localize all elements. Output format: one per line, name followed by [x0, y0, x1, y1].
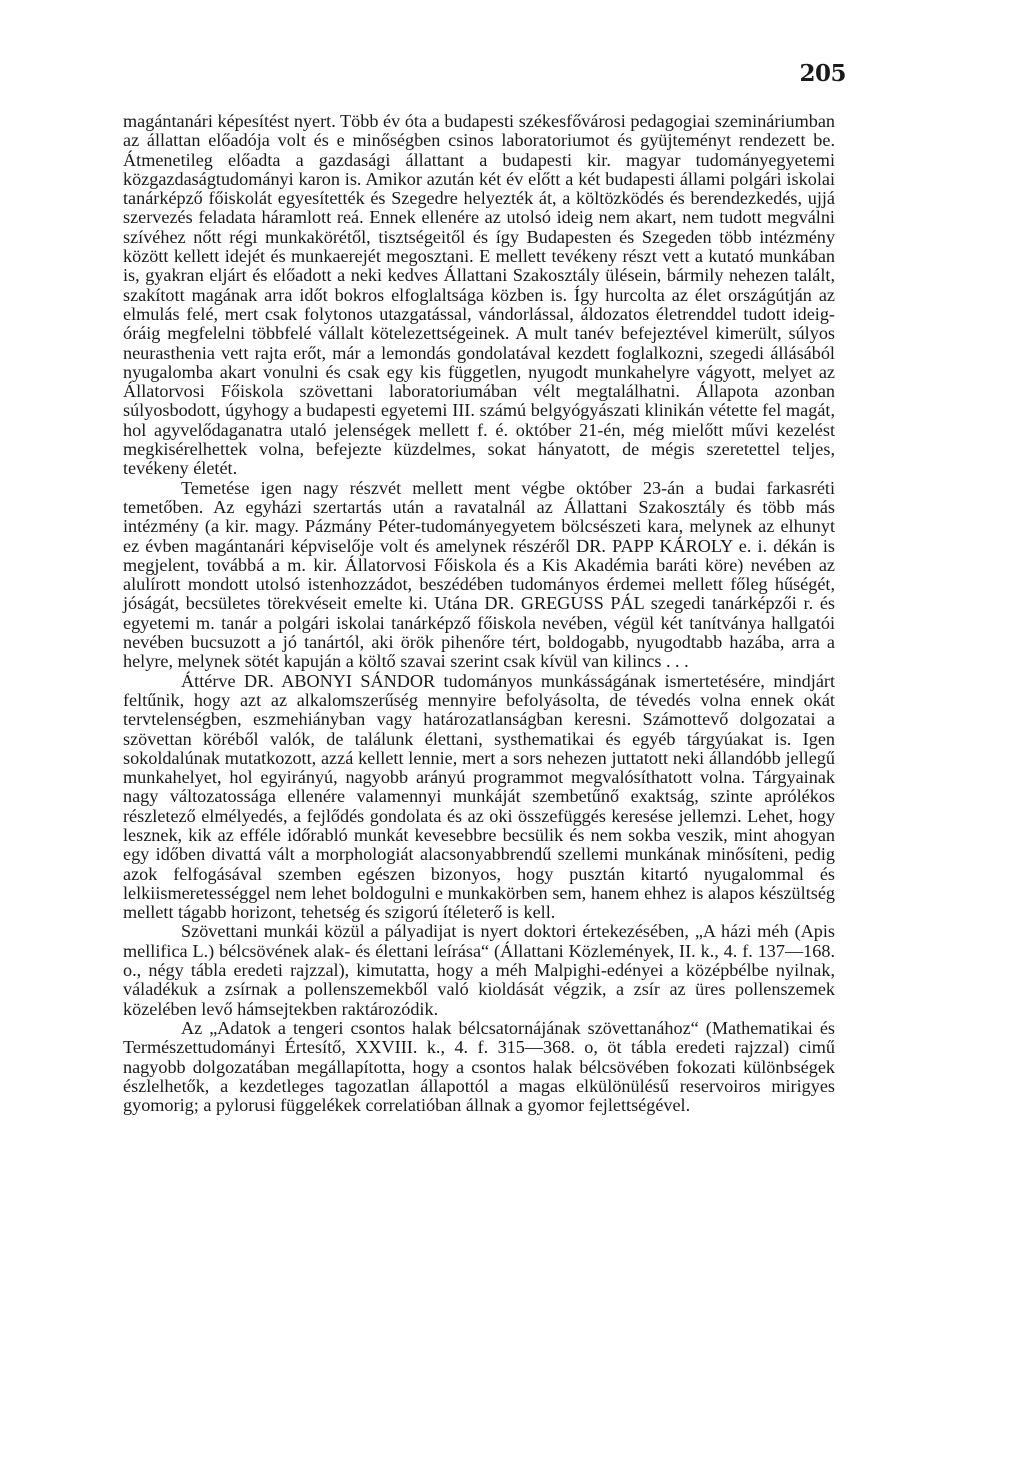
paragraph-5: Az „Adatok a tengeri csontos halak bélcsatornájának szövettanához“ (Mathematikai és Természettudományi Értesítő, XXVIII. k., 4. f. 315—368. o, öt tábla eredeti rajzzal) cimű nagyobb dolgozatában megállapította, hogy a csontos halak bélcsövében fokozati különbségek észlelhetők, a kezdetleges tagozatlan állapottól a magas elkülönülésű reservoiros mirigyes gyomorig; a pylorusi függelékek correlatióban állnak a gyomor fejlettségével.	[123, 1017, 835, 1116]
page-number: 205	[799, 60, 846, 87]
body-text	[123, 112, 835, 1115]
paragraph-1: magántanári képesítést nyert. Több év óta a budapesti székesfővárosi pedagogiai szemináriumban az állattan előadója volt és e minőségben csinos laboratoriumot és gyüjteményt rendezett be. Átmenetileg előadta a gazdasági állattant a budapesti kir. magyar tudományegyetemi közgazdaságtudományi karon is. Amikor azután két év előtt a két budapesti állami polgári iskolai tanárképző főiskolát egyesítették és Szegedre helyezték át, a költözködés és berendezkedés, ujjá szervezés feladata háramlott reá. Ennek ellenére az utolsó ideig nem akart, nem tudott megválni szívéhez nőtt régi munkakörétől, tisztségeitől és így Budapesten és Szegeden több intézmény között kellett idejét és munkaerejét megosztani. E mellett tevékeny részt vett a kutató munkában is, gyakran eljárt és előadott a neki kedves Állattani Szakosztály ülésein, bármily nehezen talált, szakított magának arra időt bokros elfoglaltsága közben is. Így hurcolta az élet országútján az elmulás felé, mert csak folytonos utazgatással, vándorlással, áldozatos életrenddel tudott ideig-óráig megfelelni többfelé vállalt kötelezettségeinek. A mult tanév befejeztével kimerült, súlyos neurasthenia vett rajta erőt, már a lemondás gondolatával kezdett foglalkozni, szegedi állásából nyugalomba akart vonulni és csak egy kis független, nyugodt munkahelyre vágyott, melyet az Állatorvosi Főiskola szövettani laboratoriumában vélt megtalálhatni. Állapota azonban súlyosbodott, úgyhogy a budapesti egyetemi III. számú belgyógyászati klinikán vétette fel magát, hol agyvelődaganatra utaló jelenségek mellett f. é. október 21-én, még mielőtt művi kezelést megkisérelhettek volna, befejezte küzdelmes, sokat hányatott, de mégis szeretettel teljes, tevékeny életét.	[123, 111, 835, 479]
paragraph-2: Temetése igen nagy részvét mellett ment végbe október 23-án a budai farkasréti temetőben. Az egyházi szertartás után a ravatalnál az Állattani Szakosztály és több más intézmény (a kir. magy. Pázmány Péter-tudományegyetem bölcsészeti kara, melynek az elhunyt ez évben magántanári képviselője volt és amelynek részéről DR. PAPP KÁROLY e. i. dékán is megjelent, továbbá a m. kir. Állatorvosi Főiskola és a Kis Akadémia baráti köre) nevében az alulírott mondott utolsó istenhozzádot, beszédében tudományos érdemei mellett főleg hűségét, jóságát, becsületes törekvéseit emelte ki. Utána DR. GREGUSS PÁL szegedi tanárképzői r. és egyetemi m. tanár a polgári iskolai tanárképző főiskola nevében, végül két tanítványa hallgatói nevében bucsuzott a jó tanártól, aki örök pihenőre tért, boldogabb, nyugodtabb hazába, arra a helyre, melynek sötét kapuján a költő szavai szerint csak kívül van kilincs . . .	[123, 477, 835, 672]
paragraph-3: Áttérve DR. ABONYI SÁNDOR tudományos munkásságának ismertetésére, mindjárt feltűnik, hogy azt az alkalomszerűség mennyire befolyásolta, de tévedés volna ennek okát tervtelenségben, eszmehiányban vagy határozatlanságban keresni. Számottevő dolgozatai a szövettan köréből valók, de találunk élettani, systhematikai és egyéb tárgyúakat is. Igen sokoldalúnak mutatkozott, azzá kellett lennie, mert a sors nehezen juttatott neki állandóbb jellegű munkahelyet, hol egyirányú, nagyobb arányú programmot megvalósíthatott volna. Tárgyainak nagy változatossága ellenére valamennyi munkáját szembetűnő exaktság, szinte aprólékos részletező elmélyedés, a fejlődés gondolata és az oki összefüggés keresése jellemzi. Lehet, hogy lesznek, kik az efféle időrabló munkát kevesebbre becsülik és nem sokba veszik, mint ahogyan egy időben divattá vált a morphologiát alacsonyabbrendű szellemi munkának minősíteni, pedig azok felfogásával szemben egészen bizonyos, hogy pusztán kitartó nyugalommal és lelkiismeretességgel nem lehet boldogulni e munkakörben sem, hanem ehhez is alapos készültség mellett tágabb horizont, tehetség és szigorú ítéleterő is kell.	[123, 670, 835, 923]
paragraph-4: Szövettani munkái közül a pályadijat is nyert doktori értekezésében, „A házi méh (Apis mellifica L.) bélcsövének alak- és élettani leírása“ (Állattani Közlemények, II. k., 4. f. 137—168. o., négy tábla eredeti rajzzal), kimutatta, hogy a méh Malpighi-edényei a középbélbe nyilnak, váladékuk a zsírnak a pollenszemekből való kioldását végzik, a zsír az üres pollenszemek közelében levő hámsejtekben raktározódik.	[123, 921, 835, 1019]
